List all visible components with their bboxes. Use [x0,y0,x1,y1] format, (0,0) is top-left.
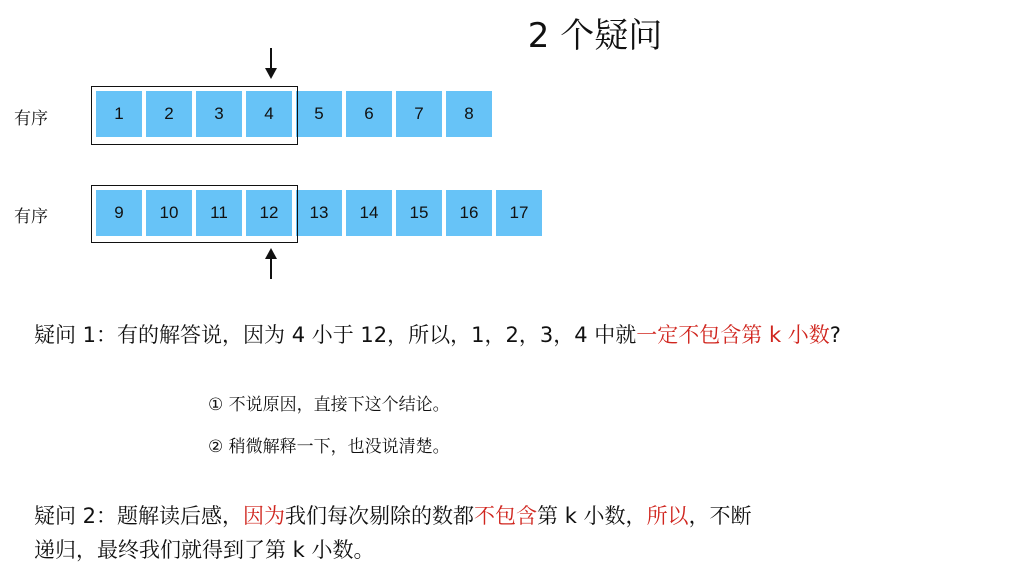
q2-text-1: 疑问 2：题解读后感， [34,504,244,528]
question-2-line-2: 递归，最终我们就得到了第 k 小数。 [34,538,375,562]
page-title: 2 个疑问 [527,16,663,56]
array-cell: 13 [296,190,342,236]
q2-text-2: 我们每次剔除的数都 [285,504,475,528]
question-1-text: 疑问 1：有的解答说，因为 4 小于 12，所以，1，2，3，4 中就 [34,323,637,347]
array-cell: 14 [346,190,392,236]
q2-highlight-not-contain: 不包含 [474,504,538,528]
question-1-highlight: 一定不包含第 k 小数 [636,323,830,347]
up-arrow-icon [264,247,278,279]
q2-text-4: ，不断 [688,504,752,528]
question-1 [34,320,841,350]
array-cell: 2 [146,91,192,137]
q2-highlight-therefore: 所以 [646,504,689,528]
q2-text-3: 第 k 小数， [537,504,647,528]
array-cell: 4 [246,91,292,137]
down-arrow-icon [264,48,278,80]
array-cell: 1 [96,91,142,137]
option-2: ② 稍微解释一下，也没说清楚。 [208,437,450,457]
question-2-line-1 [34,501,752,531]
q2-highlight-because: 因为 [243,504,286,528]
array-cell: 9 [96,190,142,236]
option-1: ① 不说原因，直接下这个结论。 [208,395,450,415]
array-cell: 11 [196,190,242,236]
array-cell: 3 [196,91,242,137]
array-cell: 16 [446,190,492,236]
question-1-suffix: ? [829,323,841,347]
array-cell: 8 [446,91,492,137]
array-cell: 10 [146,190,192,236]
array-cell: 12 [246,190,292,236]
row1-label: 有序 [14,109,48,129]
row2-label: 有序 [14,207,48,227]
array-cell: 5 [296,91,342,137]
array-cell: 7 [396,91,442,137]
row2-selection-frame [91,185,298,243]
row1-selection-frame [91,86,298,145]
array-cell: 15 [396,190,442,236]
array-cell: 6 [346,91,392,137]
array-cell: 17 [496,190,542,236]
